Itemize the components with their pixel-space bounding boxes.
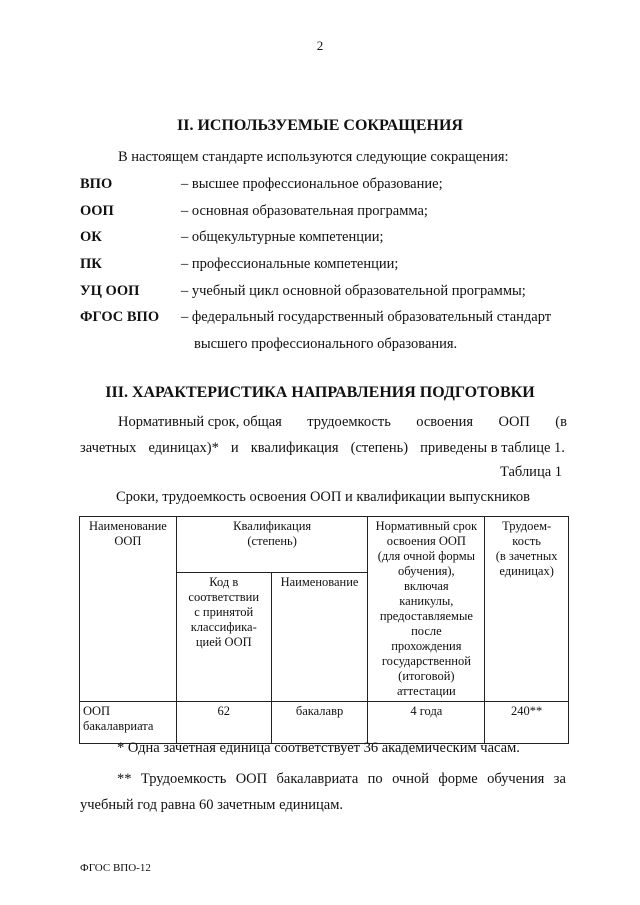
- abbr-definition-continued: высшего профессионального образования.: [194, 336, 458, 352]
- header-line: освоения ООП: [386, 534, 466, 548]
- abbr-term: УЦ ООП: [80, 283, 140, 299]
- cell-line: бакалавриата: [83, 719, 154, 733]
- header-line: Наименование: [280, 575, 359, 590]
- table-header-row: [80, 517, 569, 573]
- table-label: Таблица 1: [500, 464, 563, 480]
- header-line: Нормативный срок: [375, 519, 478, 533]
- paragraph-word: и: [230, 440, 239, 456]
- header-line: Наименование: [88, 519, 167, 533]
- header-line: (в зачетных: [495, 549, 558, 563]
- cell-code: 62: [176, 702, 271, 744]
- table-caption: Сроки, трудоемкость освоения ООП и квалификации выпускников: [116, 489, 530, 505]
- abbr-term: ООП: [80, 203, 114, 219]
- paragraph-line-1: [118, 414, 567, 431]
- paragraph-word: единицах)*: [148, 440, 219, 456]
- footnote-word: обучения: [487, 771, 545, 787]
- cell-line: ООП: [83, 704, 111, 718]
- header-term: [368, 517, 485, 702]
- footnote-1: * Одна зачетная единица соответствует 36 академическим часам.: [117, 740, 520, 756]
- header-line: единицах): [499, 564, 554, 578]
- abbr-definition: – общекультурные компетенции;: [181, 229, 384, 245]
- abbr-term: ВПО: [80, 176, 113, 192]
- data-table: [79, 516, 569, 744]
- header-labor: [485, 517, 569, 702]
- section-2-title: II. ИСПОЛЬЗУЕМЫЕ СОКРАЩЕНИЯ: [177, 117, 463, 134]
- abbr-term: ПК: [80, 256, 102, 272]
- abbr-definition: – федеральный государственный образовательный стандарт: [181, 309, 552, 325]
- header-qualification: [176, 517, 368, 573]
- footnote-word: ООП: [235, 771, 268, 787]
- footnote-2-line-1: [117, 771, 566, 788]
- cell-term: 4 года: [368, 702, 485, 744]
- header-line: каникулы,: [399, 594, 454, 608]
- paragraph-word: трудоемкость: [307, 414, 391, 430]
- section-2-intro: В настоящем стандарте используются следующие сокращения:: [118, 149, 509, 165]
- paragraph-word: (степень): [350, 440, 409, 456]
- cell-name: [80, 702, 177, 744]
- header-line: кость: [512, 534, 541, 548]
- header-line: с принятой: [194, 605, 254, 620]
- footnote-word: очной: [392, 771, 429, 787]
- abbr-term: ФГОС ВПО: [80, 309, 160, 325]
- document-footer: ФГОС ВПО-12: [80, 862, 151, 874]
- paragraph-word: приведены в таблице 1.: [420, 440, 565, 456]
- header-code: [176, 573, 271, 702]
- header-line: после: [411, 624, 442, 638]
- footnote-word: бакалавриата: [276, 771, 359, 787]
- cell-labor: 240**: [485, 702, 569, 744]
- header-line: цией ООП: [195, 635, 252, 650]
- paragraph-word: ООП: [498, 414, 530, 430]
- header-line: аттестации: [396, 684, 456, 698]
- paragraph-line-2: [80, 440, 565, 457]
- footnote-word: форме: [438, 771, 478, 787]
- header-line: (итоговой): [398, 669, 455, 683]
- table-row: [80, 702, 569, 744]
- header-line: (степень): [247, 534, 297, 548]
- paragraph-word: (в: [555, 414, 567, 430]
- abbr-definition: – профессиональные компетенции;: [181, 256, 399, 272]
- header-line: государственной: [381, 654, 471, 668]
- footnote-word: Трудоемкость: [140, 771, 227, 787]
- footnote-word: **: [117, 771, 132, 787]
- header-name: [80, 517, 177, 702]
- header-line: прохождения: [391, 639, 462, 653]
- abbr-definition: – основная образовательная программа;: [181, 203, 428, 219]
- header-title: [271, 573, 368, 702]
- abbr-definition: – высшее профессиональное образование;: [181, 176, 443, 192]
- abbr-term: ОК: [80, 229, 102, 245]
- header-line: включая: [404, 579, 449, 593]
- page-number: 2: [316, 38, 324, 53]
- paragraph-word: квалификация: [250, 440, 339, 456]
- paragraph-word: освоения: [416, 414, 474, 430]
- abbr-definition: – учебный цикл основной образовательной программы;: [181, 283, 526, 299]
- section-3-title: III. ХАРАКТЕРИСТИКА НАПРАВЛЕНИЯ ПОДГОТОВКИ: [105, 384, 535, 401]
- footnote-word: за: [553, 771, 566, 787]
- header-line: ООП: [114, 534, 142, 548]
- header-line: соответствии: [188, 590, 260, 605]
- paragraph-word: Нормативный срок, общая: [118, 414, 282, 430]
- header-line: Код в: [209, 575, 239, 590]
- header-line: Трудоем-: [502, 519, 552, 533]
- paragraph-word: зачетных: [80, 440, 137, 456]
- header-line: классифика-: [190, 620, 257, 635]
- footnote-2-line-2: учебный год равна 60 зачетным единицам.: [80, 797, 343, 813]
- footnote-word: по: [367, 771, 383, 787]
- header-line: (для очной формы: [377, 549, 476, 563]
- header-line: предоставляемые: [379, 609, 473, 623]
- header-line: обучения),: [398, 564, 455, 578]
- header-line: Квалификация: [233, 519, 312, 533]
- cell-title: бакалавр: [271, 702, 368, 744]
